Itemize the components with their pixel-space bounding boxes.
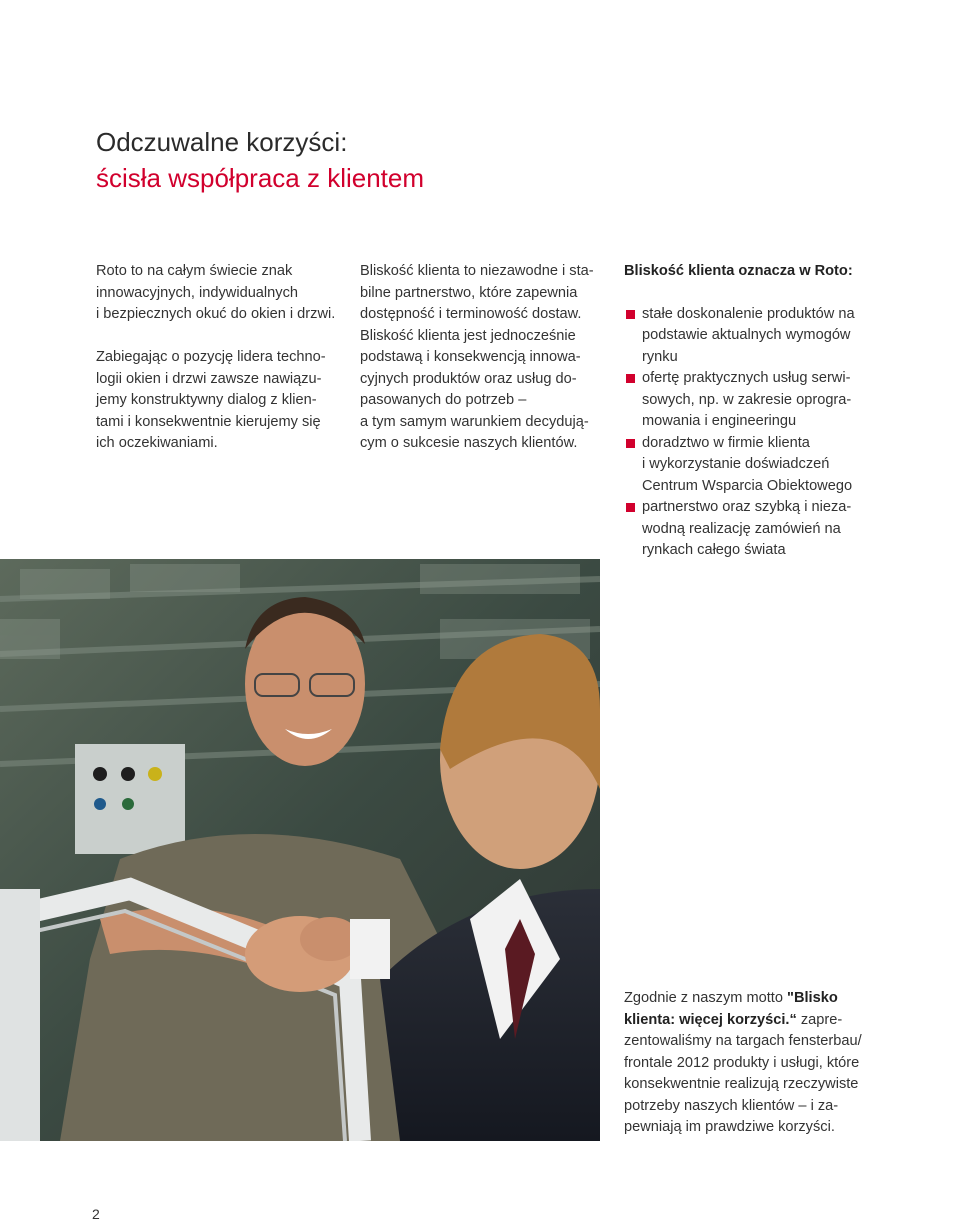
benefit-item <box>624 497 874 562</box>
caption-intro: Zgodnie z naszym motto <box>624 990 788 1006</box>
benefit-text: ofertę praktycznych usług serwi- sowych, np. w zakresie oprogra- mowania i engineeringu <box>642 370 852 429</box>
intro-paragraph-2: Zabiegając o pozycję lidera techno- logii okien i drzwi zawsze nawiązu- jemy konstruktywny dialog z klien- tami i konsekwentnie kierujemy się ich oczekiwaniami. <box>96 349 326 451</box>
bullet-square-icon <box>626 310 635 319</box>
benefits-list <box>624 304 874 562</box>
benefits-heading: Bliskość klienta oznacza w Roto: <box>624 263 853 279</box>
benefit-item <box>624 433 874 498</box>
photo-caption <box>624 988 874 1139</box>
benefit-text: partnerstwo oraz szybką i nieza- wodną realizację zamówień na rynkach całego świata <box>642 499 852 558</box>
benefit-text: stałe doskonalenie produktów na podstawie aktualnych wymogów rynku <box>642 305 855 365</box>
benefit-text: doradztwo w firmie klienta i wykorzystanie doświadczeń Centrum Wsparcia Obiektowego <box>642 434 853 494</box>
bullet-square-icon <box>626 503 635 512</box>
benefits-column <box>624 261 874 562</box>
bullet-square-icon <box>626 439 635 448</box>
title-line-2: ścisła współpraca z klientem <box>96 163 425 193</box>
partnership-paragraph: Bliskość klienta to niezawodne i sta- bilne partnerstwo, które zapewnia dostępność i terminowość dostaw. Bliskość klienta jest jednocześnie podstawą i konsekwencją innowa- cyjnych produktów oraz usług do- pasowanych do potrzeb – a tym samym warunkiem decydują- cym o sukcesie naszych klientów. <box>360 263 594 451</box>
bullet-square-icon <box>626 374 635 383</box>
caption-body: zapre-zentowaliśmy na targach fensterbau/ frontale 2012 produkty i usługi, które konsekwentnie realizują rzeczywiste potrzeby naszych klientów – i za-pewniają im prawdziwe korzyści. <box>624 1011 862 1135</box>
intro-column <box>96 261 346 455</box>
handshake-photo <box>0 559 600 1141</box>
benefit-item <box>624 368 874 433</box>
page-title <box>96 124 424 196</box>
title-line-1: Odczuwalne korzyści: <box>96 127 348 157</box>
benefit-item <box>624 304 874 369</box>
intro-paragraph-1: Roto to na całym świecie znak innowacyjnych, indywidualnych i bezpiecznych okuć do okien i drzwi. <box>96 263 336 322</box>
caption-motto: "Blisko klienta: więcej korzyści.“ <box>624 990 838 1028</box>
partnership-column <box>360 261 610 455</box>
page-number: 2 <box>92 1206 100 1222</box>
